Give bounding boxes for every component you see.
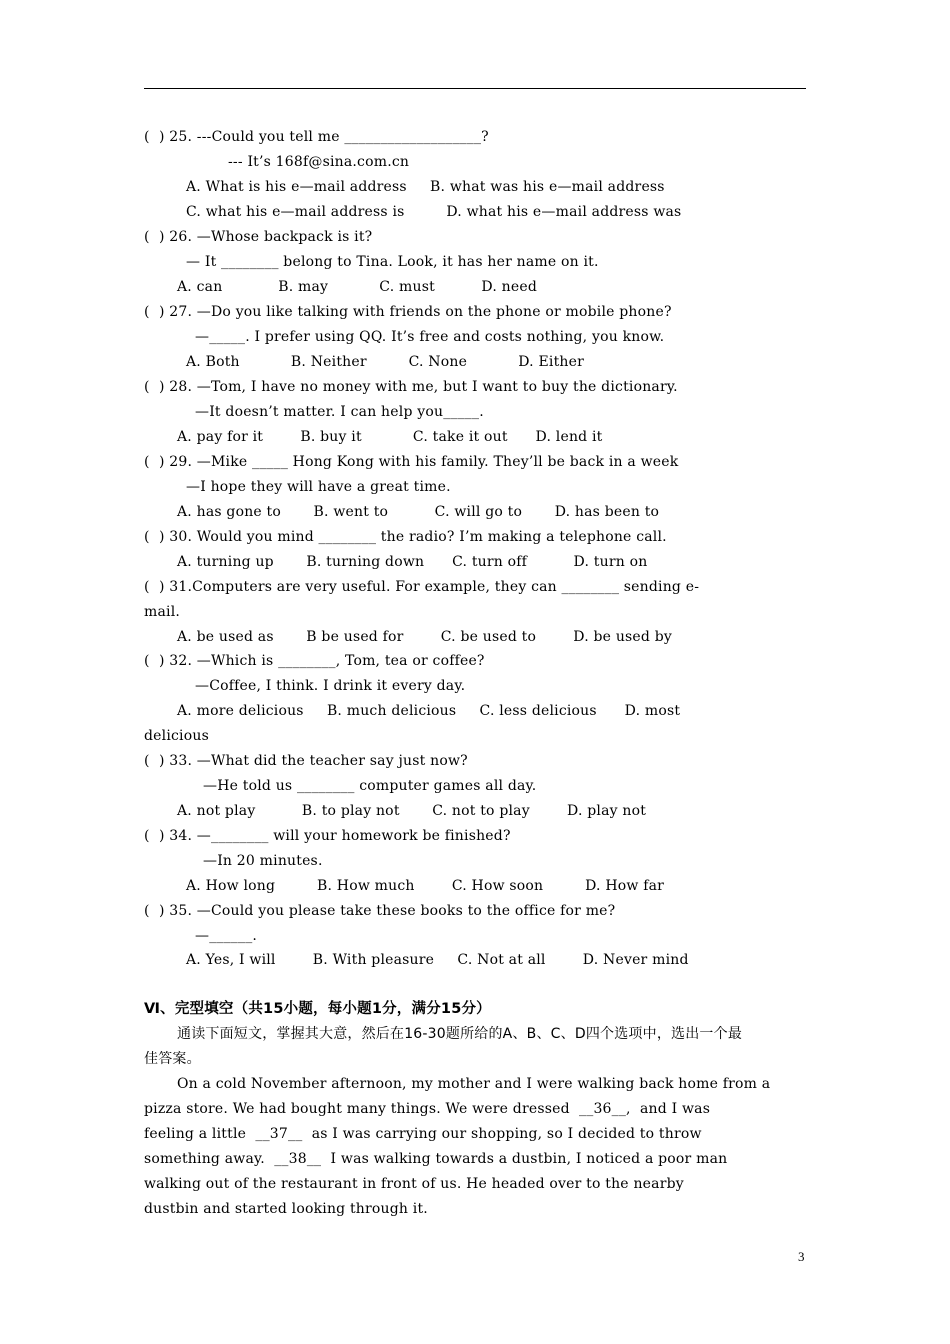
passage-line-2: pizza store. We had bought many things. We were dressed __36__, and I was [144,1101,711,1117]
q32-answer-line: —Coffee, I think. I drink it every day. [195,678,466,694]
q32-stem: ( ) 32. —Which is ________, Tom, tea or coffee? [144,653,485,669]
q31-stem-cont: mail. [144,604,181,620]
q26-stem: ( ) 26. —Whose backpack is it? [144,229,373,245]
q33-stem: ( ) 33. —What did the teacher say just now? [144,753,468,769]
q28-answer-line: —It doesn’t matter. I can help you_____. [195,404,484,420]
q25-options-2: C. what his e—mail address is D. what his e—mail address was [186,204,682,220]
q27-options: A. Both B. Neither C. None D. Either [186,354,584,370]
q27-answer-line: —_____. I prefer using QQ. It’s free and costs nothing, you know. [195,329,665,345]
q30-stem: ( ) 30. Would you mind ________ the radio? I’m making a telephone call. [144,529,667,545]
passage-line-5: walking out of the restaurant in front of us. He headed over to the nearby [144,1176,684,1192]
passage-line-3: feeling a little __37__ as I was carrying our shopping, so I decided to throw [144,1126,702,1142]
passage-line-6: dustbin and started looking through it. [144,1201,428,1217]
q31-stem: ( ) 31.Computers are very useful. For example, they can ________ sending e- [144,579,700,595]
q25-answer-line: --- It’s 168f@sina.com.cn [228,154,410,170]
section-instructions-1: 通读下面短文，掌握其大意，然后在16-30题所给的A、B、C、D四个选项中，选出一个最 [177,1026,743,1042]
q34-stem: ( ) 34. —________ will your homework be finished? [144,828,511,844]
page-number: 3 [798,1249,805,1264]
passage-line-4: something away. __38__ I was walking towards a dustbin, I noticed a poor man [144,1151,728,1167]
q27-stem: ( ) 27. —Do you like talking with friends on the phone or mobile phone? [144,304,672,320]
q35-stem: ( ) 35. —Could you please take these books to the office for me? [144,903,616,919]
q35-options: A. Yes, I will B. With pleasure C. Not at all D. Never mind [186,952,689,968]
q29-answer-line: —I hope they will have a great time. [186,479,451,495]
q34-options: A. How long B. How much C. How soon D. How far [186,878,665,894]
q33-options: A. not play B. to play not C. not to play D. play not [177,803,647,819]
q32-options-cont: delicious [144,728,209,744]
q30-options: A. turning up B. turning down C. turn off D. turn on [177,554,648,570]
q28-stem: ( ) 28. —Tom, I have no money with me, but I want to buy the dictionary. [144,379,678,395]
header-rule [144,88,806,89]
q26-answer-line: — It ________ belong to Tina. Look, it has her name on it. [186,254,599,270]
q33-answer-line: —He told us ________ computer games all day. [203,778,537,794]
q34-answer-line: —In 20 minutes. [203,853,323,869]
q31-options: A. be used as B be used for C. be used to D. be used by [177,629,672,645]
q32-options: A. more delicious B. much delicious C. less delicious D. most [177,703,681,719]
q35-answer-line: —______. [195,928,258,944]
section-instructions-2: 佳答案。 [144,1051,201,1067]
q25-stem: ( ) 25. ---Could you tell me ___________________? [144,129,489,145]
q29-options: A. has gone to B. went to C. will go to D. has been to [177,504,660,520]
section-heading: Ⅵ、完型填空（共15小题，每小题1分，满分15分） [144,1001,491,1017]
q28-options: A. pay for it B. buy it C. take it out D. lend it [177,429,603,445]
passage-line-1: On a cold November afternoon, my mother and I were walking back home from a [177,1076,771,1092]
q26-options: A. can B. may C. must D. need [177,279,537,295]
q25-options-1: A. What is his e—mail address B. what was his e—mail address [186,179,665,195]
q29-stem: ( ) 29. —Mike _____ Hong Kong with his family. They’ll be back in a week [144,454,679,470]
